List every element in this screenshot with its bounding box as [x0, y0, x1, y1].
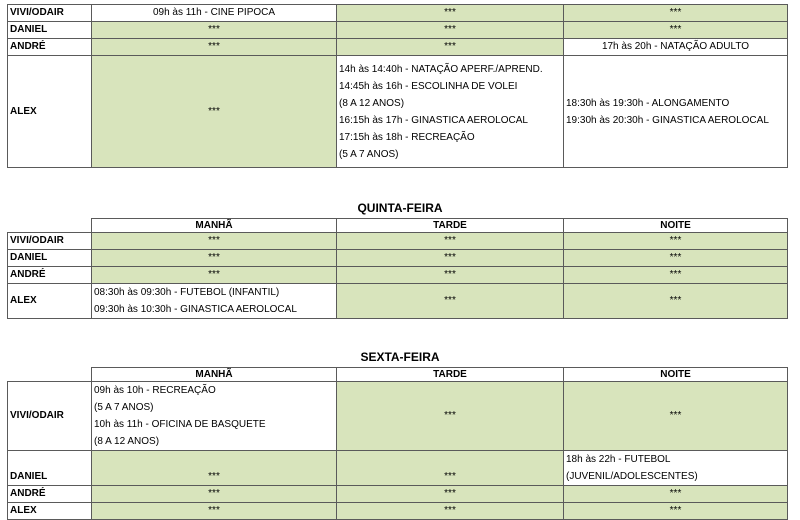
activity-line: (JUVENIL/ADOLESCENTES) — [566, 471, 698, 482]
cell-tarde — [337, 56, 564, 168]
cell-noite: *** — [564, 284, 788, 319]
activity-line: (8 A 12 ANOS) — [94, 436, 160, 447]
cell-manha — [92, 284, 337, 319]
cell-manha: *** — [92, 503, 337, 520]
cell-tarde: *** — [337, 486, 564, 503]
section-title-quinta: QUINTA-FEIRA — [357, 201, 443, 215]
table-row — [8, 233, 788, 250]
cell-manha: *** — [92, 56, 337, 168]
table-row — [8, 503, 788, 520]
activity-line: (8 A 12 ANOS) — [339, 97, 405, 109]
header-manha: MANHÃ — [92, 219, 337, 233]
cell-tarde: *** — [337, 267, 564, 284]
header-row — [8, 368, 788, 382]
cell-noite: *** — [564, 486, 788, 503]
activity-line: (5 A 7 ANOS) — [339, 148, 399, 160]
cell-tarde: *** — [337, 39, 564, 56]
cell-manha: *** — [92, 486, 337, 503]
cell-tarde: *** — [337, 382, 564, 451]
activity-line: 14:45h às 16h - ESCOLINHA DE VOLEI — [339, 80, 518, 92]
table-row — [8, 250, 788, 267]
schedule-table-quinta — [7, 218, 788, 319]
row-name: VIVI/ODAIR — [8, 233, 92, 250]
cell-noite: *** — [564, 267, 788, 284]
cell-manha: 09h às 11h - CINE PIPOCA — [92, 5, 337, 22]
row-name: VIVI/ODAIR — [8, 5, 92, 22]
activity-line: 16:15h às 17h - GINASTICA AEROLOCAL — [339, 114, 528, 126]
cell-tarde: *** — [337, 5, 564, 22]
row-name: DANIEL — [8, 451, 92, 486]
table-row — [8, 284, 788, 319]
cell-manha — [92, 382, 337, 451]
activity-line: 17:15h às 18h - RECREAÇÃO — [339, 131, 475, 143]
header-tarde: TARDE — [337, 368, 564, 382]
row-name: ALEX — [8, 284, 92, 319]
cell-noite: *** — [564, 233, 788, 250]
table-row — [8, 39, 788, 56]
cell-noite: *** — [564, 22, 788, 39]
row-name: ANDRÉ — [8, 267, 92, 284]
table-row — [8, 486, 788, 503]
schedule-table-1 — [7, 4, 788, 168]
cell-noite — [564, 451, 788, 486]
activity-line: 14h às 14:40h - NATAÇÃO APERF./APREND. — [339, 63, 543, 75]
table-row — [8, 22, 788, 39]
activity-line: 19:30h às 20:30h - GINASTICA AEROLOCAL — [566, 114, 769, 126]
cell-manha: *** — [92, 39, 337, 56]
activity-line: 09h às 10h - RECREAÇÃO — [94, 385, 216, 396]
activity-line: 10h às 11h - OFICINA DE BASQUETE — [94, 419, 266, 430]
row-name: ALEX — [8, 56, 92, 168]
row-name: ANDRÉ — [8, 486, 92, 503]
cell-tarde: *** — [337, 233, 564, 250]
cell-manha: *** — [92, 233, 337, 250]
header-tarde: TARDE — [337, 219, 564, 233]
activity-line: 18:30h às 19:30h - ALONGAMENTO — [566, 97, 730, 109]
cell-tarde: *** — [337, 503, 564, 520]
activity-line: 08:30h às 09:30h - FUTEBOL (INFANTIL) — [94, 287, 280, 298]
cell-tarde: *** — [337, 451, 564, 486]
cell-manha: *** — [92, 250, 337, 267]
cell-noite: *** — [564, 250, 788, 267]
row-name: DANIEL — [8, 22, 92, 39]
cell-noite: *** — [564, 5, 788, 22]
cell-manha: *** — [92, 451, 337, 486]
table-row — [8, 5, 788, 22]
cell-manha: *** — [92, 22, 337, 39]
row-name: ALEX — [8, 503, 92, 520]
activity-line: 18h às 22h - FUTEBOL — [566, 454, 671, 465]
table-row — [8, 451, 788, 486]
header-noite: NOITE — [564, 368, 788, 382]
header-row — [8, 219, 788, 233]
row-name: VIVI/ODAIR — [8, 382, 92, 451]
row-name: DANIEL — [8, 250, 92, 267]
activity-line: 09:30h às 10:30h - GINASTICA AEROLOCAL — [94, 304, 297, 315]
cell-tarde: *** — [337, 250, 564, 267]
activity-line: (5 A 7 ANOS) — [94, 402, 154, 413]
cell-manha: *** — [92, 267, 337, 284]
header-manha: MANHÃ — [92, 368, 337, 382]
header-noite: NOITE — [564, 219, 788, 233]
cell-noite: 17h às 20h - NATAÇÃO ADULTO — [564, 39, 788, 56]
table-row — [8, 267, 788, 284]
cell-noite: *** — [564, 503, 788, 520]
cell-tarde: *** — [337, 22, 564, 39]
schedule-table-sexta — [7, 367, 788, 520]
cell-noite — [564, 56, 788, 168]
row-name: ANDRÉ — [8, 39, 92, 56]
table-row — [8, 56, 788, 168]
table-row — [8, 382, 788, 451]
section-title-sexta: SEXTA-FEIRA — [360, 350, 440, 364]
cell-tarde: *** — [337, 284, 564, 319]
cell-noite: *** — [564, 382, 788, 451]
